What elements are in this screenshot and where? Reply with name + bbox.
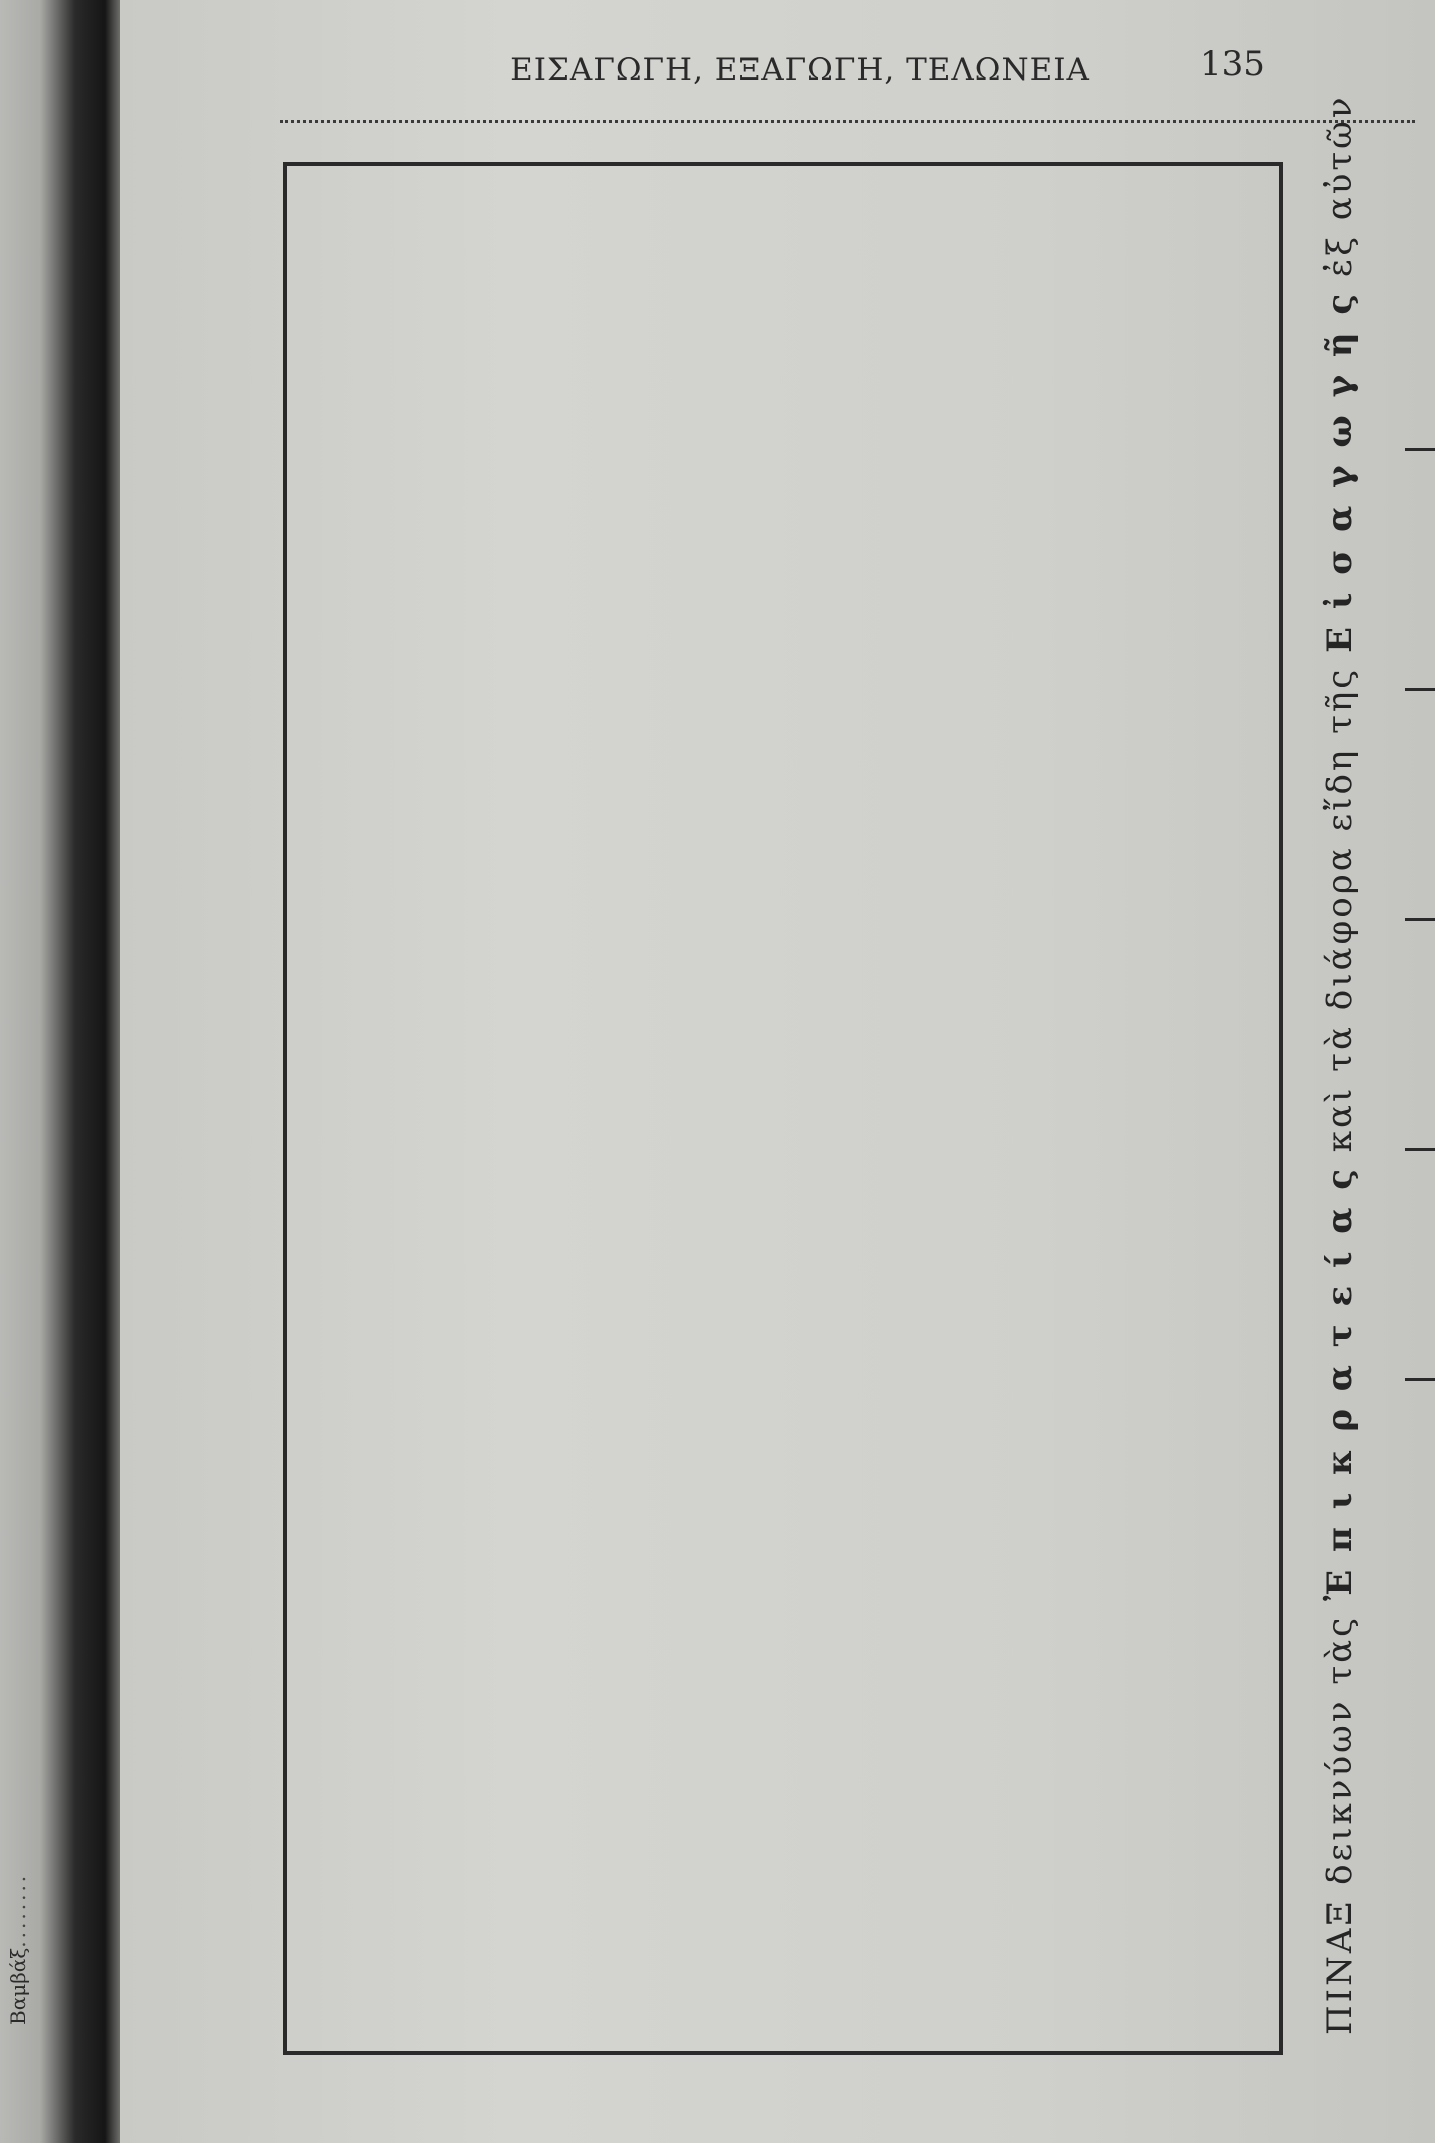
book-spine-shadow [0, 0, 120, 2143]
title-prefix: ΠΙΝΑΞ δεικνύων τὰς [1320, 1614, 1360, 2035]
previous-page-fragment: Βαμβάξ........ [6, 1872, 30, 2025]
column-header-belgium [1405, 450, 1435, 690]
table-title [1320, 94, 1380, 2035]
title-middle: καὶ τὰ διάφορα εἴδη τῆς [1320, 666, 1360, 1153]
table-frame [283, 162, 1283, 2055]
previous-page-word: Βαμβάξ [6, 1947, 30, 2025]
column-header-italy [1405, 170, 1435, 450]
page-number: 135 [1200, 44, 1265, 84]
header-rule [280, 120, 1415, 123]
running-header: ΕΙΣΑΓΩΓΗ, ΕΞΑΓΩΓΗ, ΤΕΛΩΝΕΙΑ [510, 52, 1090, 88]
column-header-romania [1405, 690, 1435, 920]
table-header-row [1405, 170, 1435, 1940]
column-header-turkey-egypt [1405, 1150, 1435, 1380]
column-header-items [1405, 1380, 1435, 1940]
column-header-usa [1405, 920, 1435, 1150]
rotated-table-block [1310, 94, 1435, 2040]
title-emphasis-1: Ἐ π ι κ ρ α τ ε ί α ς [1320, 1166, 1360, 1602]
import-table [1405, 170, 1435, 1940]
title-emphasis-2: Ε ἰ σ α γ ω γ ῆ ς [1320, 290, 1360, 653]
title-suffix: ἐξ αὐτῶν [1320, 94, 1360, 278]
